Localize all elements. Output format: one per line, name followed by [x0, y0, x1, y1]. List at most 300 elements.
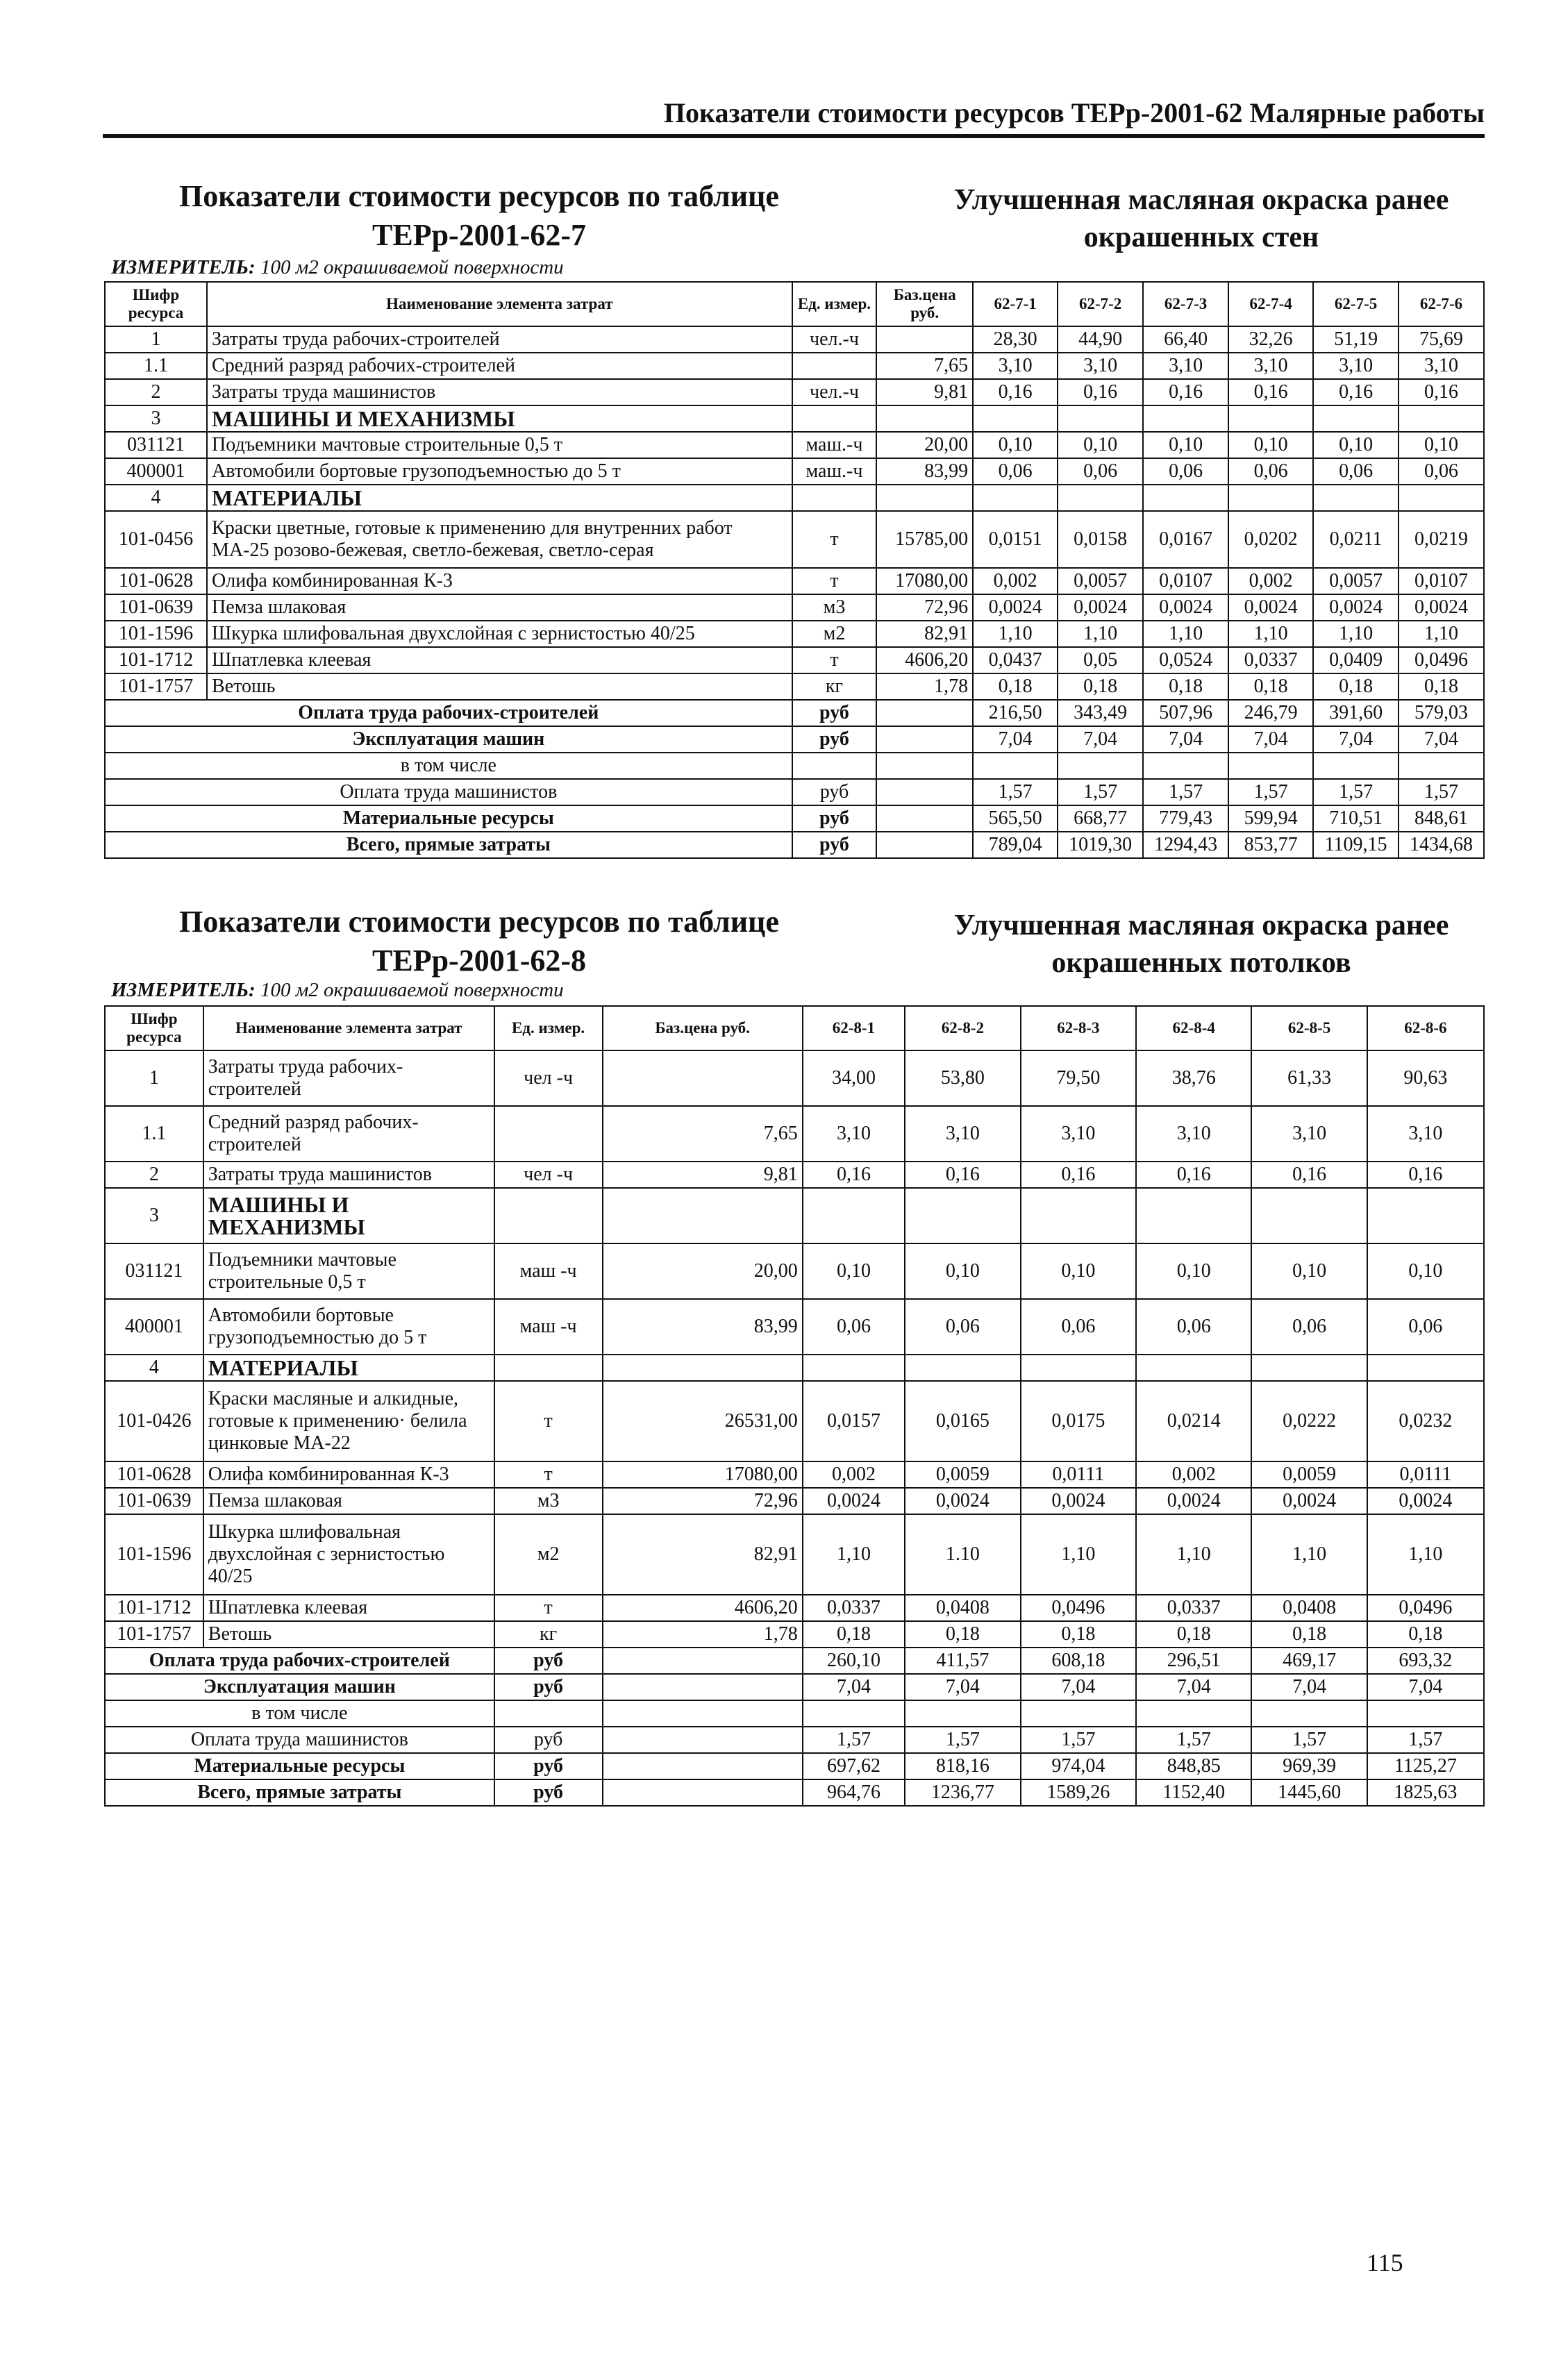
resource-code: 101-0639 — [105, 594, 207, 621]
value-cell: 0,10 — [1143, 432, 1228, 458]
cost-element-name: Затраты труда машинистов — [203, 1162, 494, 1188]
value-cell: 964,76 — [803, 1779, 905, 1806]
value-cell: 0,10 — [1251, 1243, 1367, 1299]
base-price-cell: 72,96 — [603, 1488, 803, 1514]
value-cell: 0,18 — [1367, 1621, 1484, 1648]
column-header: Шифр ресурса — [105, 282, 207, 326]
value-cell: 0,10 — [1021, 1243, 1136, 1299]
base-price-cell: 7,65 — [876, 353, 973, 379]
cost-element-name: Олифа комбинированная К-3 — [207, 568, 792, 594]
base-price-cell: 17080,00 — [876, 568, 973, 594]
value-cell — [973, 753, 1058, 779]
value-cell: 0,0437 — [973, 647, 1058, 673]
resource-code: 101-1596 — [105, 1514, 203, 1595]
value-cell: 1,57 — [1313, 779, 1399, 805]
resource-code: 1.1 — [105, 1106, 203, 1162]
value-cell: 579,03 — [1399, 700, 1484, 726]
value-cell: 0,0024 — [973, 594, 1058, 621]
summary-row — [105, 726, 1484, 753]
value-cell: 3,10 — [1136, 1106, 1251, 1162]
empty-cell — [803, 1188, 905, 1243]
cost-element-name: Шкурка шлифовальная двухслойная с зернистостью 40/25 — [203, 1514, 494, 1595]
empty-cell — [876, 485, 973, 511]
unit-cell: маш.-ч — [792, 432, 877, 458]
value-cell: 848,61 — [1399, 805, 1484, 832]
value-cell: 51,19 — [1313, 326, 1399, 353]
value-cell: 3,10 — [1399, 353, 1484, 379]
base-price-cell: 4606,20 — [603, 1595, 803, 1621]
value-cell — [1313, 753, 1399, 779]
value-cell: 0,0337 — [1136, 1595, 1251, 1621]
value-cell: 1,57 — [1136, 1727, 1251, 1753]
unit-cell: т — [494, 1595, 603, 1621]
value-cell: 0,16 — [1228, 379, 1313, 405]
table1-measurer-label: ИЗМЕРИТЕЛЬ: — [111, 256, 256, 278]
value-cell: 0,0167 — [1143, 511, 1228, 568]
value-cell: 343,49 — [1058, 700, 1143, 726]
empty-cell — [876, 832, 973, 858]
table-row — [105, 1461, 1484, 1488]
table-row — [105, 647, 1484, 673]
value-cell: 246,79 — [1228, 700, 1313, 726]
value-cell: 0,0202 — [1228, 511, 1313, 568]
value-cell: 411,57 — [905, 1648, 1020, 1674]
unit-cell: м3 — [494, 1488, 603, 1514]
empty-cell — [1228, 405, 1313, 432]
value-cell: 3,10 — [973, 353, 1058, 379]
value-cell: 848,85 — [1136, 1753, 1251, 1779]
empty-cell — [1313, 485, 1399, 511]
value-cell: 3,10 — [1058, 353, 1143, 379]
summary-row — [105, 1674, 1484, 1700]
unit-cell: чел.-ч — [792, 379, 877, 405]
value-cell: 1,57 — [1021, 1727, 1136, 1753]
resource-code: 101-0426 — [105, 1381, 203, 1461]
value-cell: 391,60 — [1313, 700, 1399, 726]
empty-cell — [603, 1188, 803, 1243]
summary-row — [105, 805, 1484, 832]
column-header: 62-8-3 — [1021, 1006, 1136, 1050]
summary-row — [105, 1700, 1484, 1727]
empty-cell — [1136, 1355, 1251, 1381]
value-cell: 3,10 — [905, 1106, 1020, 1162]
value-cell: 0,06 — [1143, 458, 1228, 485]
value-cell: 0,18 — [1143, 673, 1228, 700]
value-cell: 0,06 — [1367, 1299, 1484, 1355]
empty-cell — [905, 1188, 1020, 1243]
value-cell: 1,10 — [1143, 621, 1228, 647]
value-cell: 79,50 — [1021, 1050, 1136, 1106]
page-number: 115 — [1367, 2249, 1403, 2277]
empty-cell — [1251, 1188, 1367, 1243]
empty-cell — [1399, 485, 1484, 511]
value-cell: 0,18 — [1399, 673, 1484, 700]
value-cell: 0,0175 — [1021, 1381, 1136, 1461]
table-row — [105, 1381, 1484, 1461]
summary-row — [105, 832, 1484, 858]
value-cell: 0,16 — [1021, 1162, 1136, 1188]
value-cell: 1,57 — [1399, 779, 1484, 805]
value-cell: 7,04 — [803, 1674, 905, 1700]
value-cell: 1,57 — [973, 779, 1058, 805]
base-price-cell: 9,81 — [876, 379, 973, 405]
resource-code: 031121 — [105, 1243, 203, 1299]
value-cell: 0,06 — [1021, 1299, 1136, 1355]
value-cell: 1,57 — [905, 1727, 1020, 1753]
unit-cell: т — [792, 568, 877, 594]
value-cell: 28,30 — [973, 326, 1058, 353]
summary-label: в том числе — [105, 753, 792, 779]
value-cell: 0,06 — [1251, 1299, 1367, 1355]
value-cell — [905, 1700, 1020, 1727]
value-cell: 0,06 — [1399, 458, 1484, 485]
value-cell: 969,39 — [1251, 1753, 1367, 1779]
value-cell: 974,04 — [1021, 1753, 1136, 1779]
base-price-cell: 20,00 — [603, 1243, 803, 1299]
base-price-cell: 83,99 — [876, 458, 973, 485]
value-cell: 0,16 — [905, 1162, 1020, 1188]
empty-cell — [973, 405, 1058, 432]
table-row — [105, 621, 1484, 647]
unit-cell: т — [792, 647, 877, 673]
unit-cell: руб — [792, 700, 877, 726]
value-cell: 0,0496 — [1021, 1595, 1136, 1621]
column-header: Баз.цена руб. — [876, 282, 973, 326]
table-row — [105, 1299, 1484, 1355]
summary-label: Оплата труда машинистов — [105, 779, 792, 805]
table1-title: Показатели стоимости ресурсов по таблице ТЕРр-2001-62-7 — [179, 179, 779, 252]
value-cell: 1125,27 — [1367, 1753, 1484, 1779]
value-cell: 0,002 — [1136, 1461, 1251, 1488]
summary-label: Материальные ресурсы — [105, 1753, 494, 1779]
unit-cell: руб — [792, 726, 877, 753]
table-row — [105, 1488, 1484, 1514]
value-cell — [803, 1700, 905, 1727]
value-cell: 1,57 — [803, 1727, 905, 1753]
table2-subtitle: Улучшенная масляная окраска ранее окрашенных потолков — [953, 910, 1449, 979]
value-cell: 7,04 — [1367, 1674, 1484, 1700]
value-cell: 0,18 — [973, 673, 1058, 700]
resource-code: 101-1712 — [105, 647, 207, 673]
value-cell — [1228, 753, 1313, 779]
summary-label: Оплата труда рабочих-строителей — [105, 700, 792, 726]
empty-cell — [876, 726, 973, 753]
resource-code: 101-1596 — [105, 621, 207, 647]
table-row — [105, 458, 1484, 485]
table2-measurer-value: 100 м2 окрашиваемой поверхности — [260, 979, 564, 1001]
unit-cell: м3 — [792, 594, 877, 621]
summary-label: Оплата труда машинистов — [105, 1727, 494, 1753]
value-cell: 1,10 — [973, 621, 1058, 647]
value-cell: 0,10 — [1313, 432, 1399, 458]
section-heading: МАШИНЫ И МЕХАНИЗМЫ — [207, 405, 792, 432]
value-cell: 710,51 — [1313, 805, 1399, 832]
value-cell: 1,57 — [1367, 1727, 1484, 1753]
unit-cell: руб — [792, 805, 877, 832]
base-price-cell: 82,91 — [603, 1514, 803, 1595]
value-cell: 0,0165 — [905, 1381, 1020, 1461]
unit-cell — [792, 353, 877, 379]
value-cell: 0,0024 — [1143, 594, 1228, 621]
unit-cell — [792, 753, 877, 779]
unit-cell: руб — [494, 1674, 603, 1700]
table-row — [105, 405, 1484, 432]
table1-measurer — [111, 255, 564, 280]
unit-cell: руб — [494, 1779, 603, 1806]
value-cell — [1399, 753, 1484, 779]
table-row — [105, 568, 1484, 594]
unit-cell: чел.-ч — [792, 326, 877, 353]
value-cell: 1,57 — [1228, 779, 1313, 805]
empty-cell — [603, 1727, 803, 1753]
cost-element-name: Ветошь — [207, 673, 792, 700]
cost-element-name: Шпатлевка клеевая — [203, 1595, 494, 1621]
value-cell: 0,06 — [1313, 458, 1399, 485]
value-cell: 3,10 — [1228, 353, 1313, 379]
unit-cell: руб — [494, 1753, 603, 1779]
empty-cell — [876, 405, 973, 432]
value-cell: 0,06 — [1136, 1299, 1251, 1355]
table-row — [105, 1162, 1484, 1188]
value-cell: 853,77 — [1228, 832, 1313, 858]
table-row — [105, 432, 1484, 458]
resource-code: 1.1 — [105, 353, 207, 379]
value-cell: 0,0496 — [1399, 647, 1484, 673]
empty-cell — [1313, 405, 1399, 432]
cost-element-name: Подъемники мачтовые строительные 0,5 т — [207, 432, 792, 458]
value-cell: 818,16 — [905, 1753, 1020, 1779]
value-cell: 1,10 — [1021, 1514, 1136, 1595]
value-cell: 0,0158 — [1058, 511, 1143, 568]
cost-element-name: Ветошь — [203, 1621, 494, 1648]
value-cell: 3,10 — [1251, 1106, 1367, 1162]
unit-cell: т — [494, 1381, 603, 1461]
table1-measurer-value: 100 м2 окрашиваемой поверхности — [260, 256, 564, 278]
value-cell: 7,04 — [1313, 726, 1399, 753]
summary-row — [105, 779, 1484, 805]
resource-code: 400001 — [105, 458, 207, 485]
value-cell: 693,32 — [1367, 1648, 1484, 1674]
unit-cell: руб — [494, 1727, 603, 1753]
value-cell: 7,04 — [1228, 726, 1313, 753]
base-price-cell: 7,65 — [603, 1106, 803, 1162]
empty-cell — [603, 1753, 803, 1779]
value-cell: 1,57 — [1143, 779, 1228, 805]
empty-cell — [494, 1188, 603, 1243]
resource-table-62-7 — [104, 281, 1485, 859]
summary-label: в том числе — [105, 1700, 494, 1727]
value-cell: 0,0408 — [1251, 1595, 1367, 1621]
value-cell: 0,18 — [1228, 673, 1313, 700]
value-cell: 1152,40 — [1136, 1779, 1251, 1806]
table-row — [105, 673, 1484, 700]
table-row — [105, 1188, 1484, 1243]
empty-cell — [494, 1355, 603, 1381]
value-cell: 0,0524 — [1143, 647, 1228, 673]
value-cell: 1,10 — [1367, 1514, 1484, 1595]
resource-code: 101-0628 — [105, 568, 207, 594]
value-cell: 789,04 — [973, 832, 1058, 858]
value-cell: 66,40 — [1143, 326, 1228, 353]
cost-element-name: Краски цветные, готовые к применению для внутренних работ МА-25 розово-бежевая, светло-бежевая, светло-серая — [207, 511, 792, 568]
empty-cell — [603, 1779, 803, 1806]
unit-cell: т — [494, 1461, 603, 1488]
resource-code: 2 — [105, 1162, 203, 1188]
resource-code: 4 — [105, 485, 207, 511]
value-cell: 0,0057 — [1058, 568, 1143, 594]
empty-cell — [1058, 485, 1143, 511]
value-cell — [1367, 1700, 1484, 1727]
value-cell: 0,06 — [1228, 458, 1313, 485]
empty-cell — [1143, 405, 1228, 432]
table-row — [105, 1621, 1484, 1648]
column-header: Наименование элемента затрат — [207, 282, 792, 326]
page-header: Показатели стоимости ресурсов ТЕРр-2001-62 Малярные работы — [103, 94, 1485, 138]
value-cell: 0,16 — [973, 379, 1058, 405]
value-cell: 0,0409 — [1313, 647, 1399, 673]
value-cell: 260,10 — [803, 1648, 905, 1674]
value-cell: 0,18 — [1313, 673, 1399, 700]
value-cell: 0,05 — [1058, 647, 1143, 673]
summary-label: Эксплуатация машин — [105, 1674, 494, 1700]
unit-cell: маш.-ч — [792, 458, 877, 485]
value-cell: 0,10 — [905, 1243, 1020, 1299]
unit-cell: руб — [792, 779, 877, 805]
value-cell: 1236,77 — [905, 1779, 1020, 1806]
value-cell: 0,18 — [803, 1621, 905, 1648]
value-cell: 0,06 — [803, 1299, 905, 1355]
summary-label: Материальные ресурсы — [105, 805, 792, 832]
resource-code: 400001 — [105, 1299, 203, 1355]
value-cell: 0,002 — [803, 1461, 905, 1488]
unit-cell: маш -ч — [494, 1299, 603, 1355]
value-cell: 0,06 — [1058, 458, 1143, 485]
column-header: 62-7-4 — [1228, 282, 1313, 326]
section-heading: МАТЕРИАЛЫ — [207, 485, 792, 511]
value-cell: 34,00 — [803, 1050, 905, 1106]
empty-cell — [1136, 1188, 1251, 1243]
unit-cell: м2 — [494, 1514, 603, 1595]
value-cell: 0,0024 — [1251, 1488, 1367, 1514]
value-cell: 7,04 — [973, 726, 1058, 753]
value-cell: 0,10 — [1228, 432, 1313, 458]
value-cell: 0,002 — [1228, 568, 1313, 594]
value-cell: 3,10 — [1313, 353, 1399, 379]
value-cell: 565,50 — [973, 805, 1058, 832]
resource-code: 101-1712 — [105, 1595, 203, 1621]
value-cell: 0,0057 — [1313, 568, 1399, 594]
value-cell: 1,10 — [1136, 1514, 1251, 1595]
empty-cell — [876, 753, 973, 779]
base-price-cell — [876, 326, 973, 353]
empty-cell — [792, 485, 877, 511]
unit-cell: чел -ч — [494, 1050, 603, 1106]
unit-cell: т — [792, 511, 877, 568]
column-header: 62-7-6 — [1399, 282, 1484, 326]
value-cell: 0,18 — [1058, 673, 1143, 700]
value-cell: 0,0111 — [1367, 1461, 1484, 1488]
column-header: Ед. измер. — [792, 282, 877, 326]
value-cell: 779,43 — [1143, 805, 1228, 832]
cost-element-name: Автомобили бортовые грузоподъемностью до 5 т — [207, 458, 792, 485]
value-cell: 1109,15 — [1313, 832, 1399, 858]
value-cell: 53,80 — [905, 1050, 1020, 1106]
unit-cell: руб — [494, 1648, 603, 1674]
resource-code: 1 — [105, 1050, 203, 1106]
unit-cell: маш -ч — [494, 1243, 603, 1299]
unit-cell — [494, 1106, 603, 1162]
table2-title: Показатели стоимости ресурсов по таблице ТЕРр-2001-62-8 — [179, 905, 779, 978]
value-cell: 75,69 — [1399, 326, 1484, 353]
value-cell: 0,18 — [1021, 1621, 1136, 1648]
column-header: 62-7-1 — [973, 282, 1058, 326]
value-cell: 0,0151 — [973, 511, 1058, 568]
value-cell: 1,10 — [1313, 621, 1399, 647]
summary-row — [105, 1779, 1484, 1806]
table-row — [105, 1595, 1484, 1621]
value-cell: 0,18 — [1136, 1621, 1251, 1648]
summary-row — [105, 700, 1484, 726]
value-cell: 0,10 — [1399, 432, 1484, 458]
cost-element-name: Средний разряд рабочих-строителей — [207, 353, 792, 379]
cost-element-name: Средний разряд рабочих-строителей — [203, 1106, 494, 1162]
value-cell — [1021, 1700, 1136, 1727]
value-cell: 0,0024 — [1399, 594, 1484, 621]
empty-cell — [1367, 1355, 1484, 1381]
column-header: 62-7-5 — [1313, 282, 1399, 326]
value-cell: 1,10 — [1058, 621, 1143, 647]
cost-element-name: Шпатлевка клеевая — [207, 647, 792, 673]
empty-cell — [1143, 485, 1228, 511]
table-row — [105, 1514, 1484, 1595]
value-cell: 0,0107 — [1143, 568, 1228, 594]
value-cell: 0,0024 — [1021, 1488, 1136, 1514]
section-heading: МАШИНЫ И МЕХАНИЗМЫ — [203, 1188, 494, 1243]
value-cell: 1019,30 — [1058, 832, 1143, 858]
value-cell: 1434,68 — [1399, 832, 1484, 858]
resource-code: 2 — [105, 379, 207, 405]
unit-cell: кг — [792, 673, 877, 700]
value-cell: 0,0222 — [1251, 1381, 1367, 1461]
base-price-cell: 82,91 — [876, 621, 973, 647]
value-cell: 1,10 — [1399, 621, 1484, 647]
value-cell: 0,0059 — [1251, 1461, 1367, 1488]
value-cell: 0,10 — [1058, 432, 1143, 458]
empty-cell — [1251, 1355, 1367, 1381]
resource-code: 1 — [105, 326, 207, 353]
value-cell: 3,10 — [1143, 353, 1228, 379]
column-header: Шифр ресурса — [105, 1006, 203, 1050]
value-cell: 1825,63 — [1367, 1779, 1484, 1806]
summary-label: Всего, прямые затраты — [105, 1779, 494, 1806]
value-cell: 90,63 — [1367, 1050, 1484, 1106]
column-header: Наименование элемента затрат — [203, 1006, 494, 1050]
value-cell: 469,17 — [1251, 1648, 1367, 1674]
base-price-cell: 1,78 — [876, 673, 973, 700]
value-cell: 0,16 — [1399, 379, 1484, 405]
resource-code: 101-0628 — [105, 1461, 203, 1488]
value-cell — [1136, 1700, 1251, 1727]
value-cell: 608,18 — [1021, 1648, 1136, 1674]
value-cell: 0,0107 — [1399, 568, 1484, 594]
cost-element-name: Затраты труда рабочих-строителей — [207, 326, 792, 353]
value-cell: 7,04 — [1136, 1674, 1251, 1700]
resource-code: 101-0639 — [105, 1488, 203, 1514]
empty-cell — [792, 405, 877, 432]
value-cell: 0,10 — [1367, 1243, 1484, 1299]
value-cell: 0,0337 — [803, 1595, 905, 1621]
value-cell: 0,10 — [1136, 1243, 1251, 1299]
